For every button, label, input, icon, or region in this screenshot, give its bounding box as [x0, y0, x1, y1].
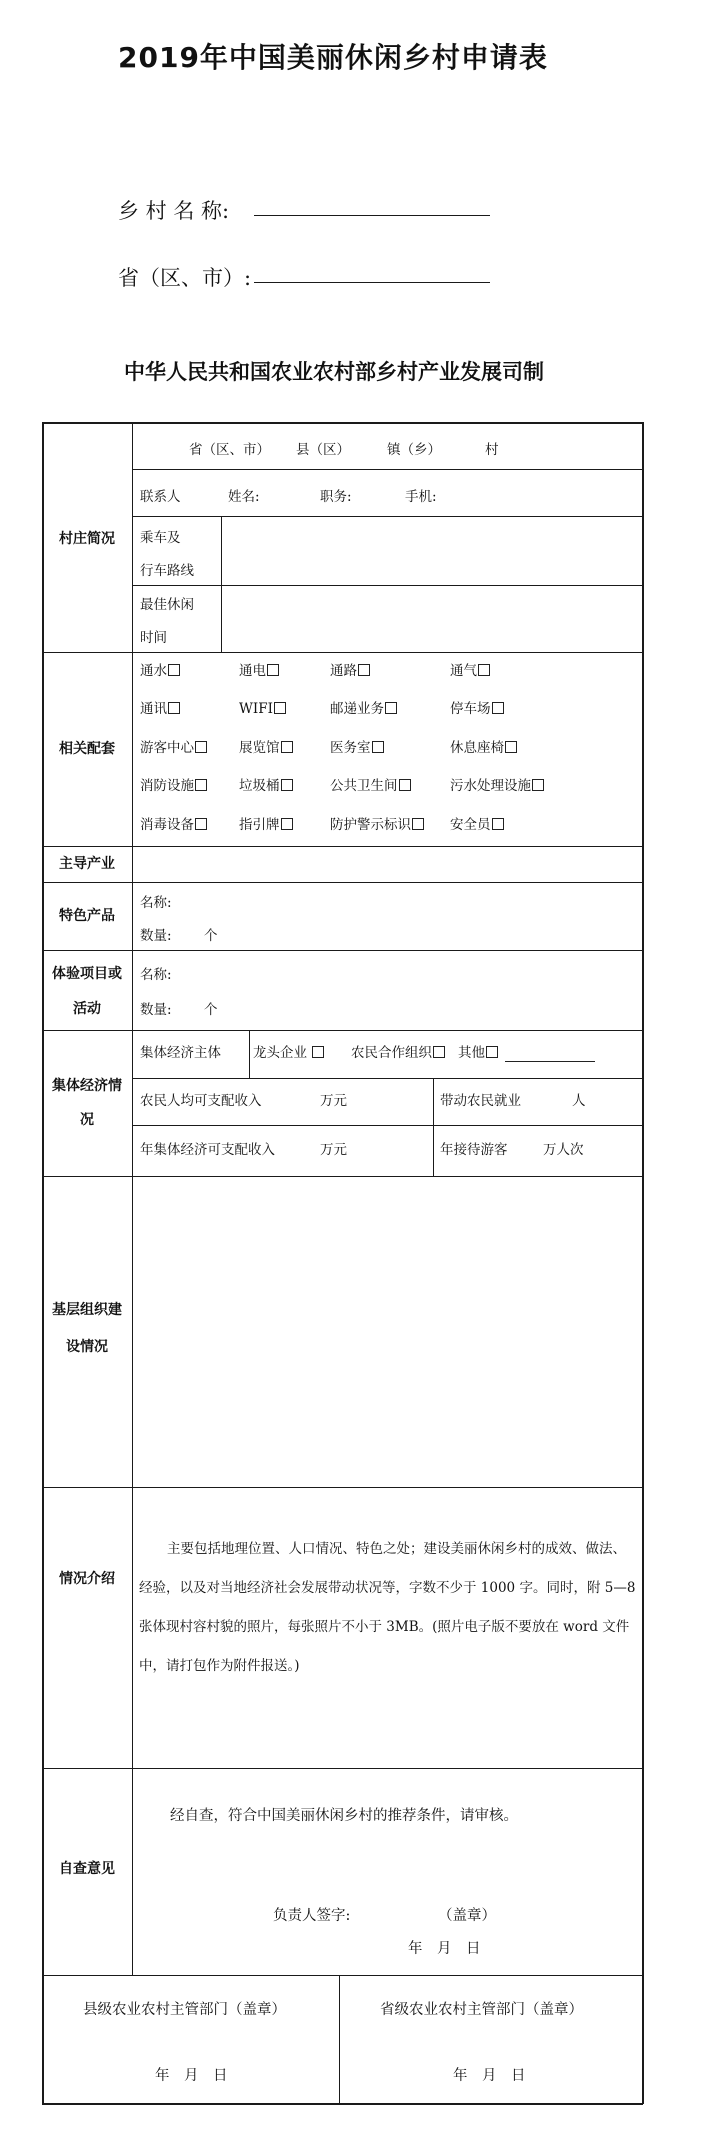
facility-item[interactable]: 游客中心 — [140, 739, 207, 757]
facility-item[interactable]: 通气 — [450, 662, 490, 680]
products-qty-unit: 个 — [204, 928, 218, 944]
facility-item[interactable]: 通路 — [330, 662, 370, 680]
address-town-label: 镇（乡） — [387, 442, 441, 458]
address-county-label: 县（区） — [296, 442, 350, 458]
products-name-label: 名称: — [140, 895, 172, 911]
province-approval-label: 省级农业农村主管部门（盖章） — [380, 2002, 583, 2018]
facility-item[interactable]: 休息座椅 — [450, 739, 517, 757]
checkbox — [195, 818, 207, 830]
employment-label: 带动农民就业 — [440, 1093, 521, 1109]
province-label: 省（区、市）: — [118, 266, 252, 290]
checkbox — [358, 664, 370, 676]
checkbox — [195, 741, 207, 753]
products-header: 特色产品 — [59, 908, 115, 924]
contact-phone-label: 手机: — [405, 489, 437, 505]
employment-unit: 人 — [572, 1093, 586, 1109]
checkbox — [505, 741, 517, 753]
facility-item[interactable]: 停车场 — [450, 700, 504, 718]
checkbox — [532, 779, 544, 791]
route-label-line2: 行车路线 — [140, 563, 194, 579]
village-name-field[interactable] — [254, 215, 490, 216]
experience-qty-label: 数量: — [140, 1002, 172, 1018]
grassroots-field[interactable] — [134, 1178, 641, 1485]
address-province-label: 省（区、市） — [189, 442, 270, 458]
facility-item[interactable]: 通讯 — [140, 700, 180, 718]
industry-header: 主导产业 — [59, 856, 115, 872]
visitors-label: 年接待游客 — [440, 1142, 508, 1158]
option-cooperative[interactable]: 农民合作组织 — [351, 1044, 445, 1062]
checkbox — [281, 741, 293, 753]
checkbox — [486, 1046, 498, 1058]
best-time-label-line1: 最佳休闲 — [140, 597, 194, 613]
collective-income-unit: 万元 — [320, 1142, 347, 1158]
experience-header-line1: 体验项目或 — [52, 966, 122, 982]
issuing-organization: 中华人民共和国农业农村部乡村产业发展司制 — [124, 360, 544, 384]
option-leading-enterprise[interactable]: 龙头企业 — [253, 1044, 324, 1062]
village-name-label: 乡 村 名 称: — [118, 199, 230, 223]
grassroots-header-line2: 设情况 — [66, 1339, 108, 1355]
checkbox — [492, 818, 504, 830]
self-check-header: 自查意见 — [59, 1861, 115, 1877]
intro-header: 情况介绍 — [59, 1571, 115, 1587]
checkbox — [267, 664, 279, 676]
checkbox — [399, 779, 411, 791]
facility-item[interactable]: 消防设施 — [140, 777, 207, 795]
checkbox — [478, 664, 490, 676]
facility-item[interactable]: 安全员 — [450, 816, 504, 834]
experience-header-line2: 活动 — [73, 1001, 101, 1017]
facility-item[interactable]: 展览馆 — [239, 739, 293, 757]
county-approval-label: 县级农业农村主管部门（盖章） — [83, 2002, 286, 2018]
facility-item[interactable]: 通电 — [239, 662, 279, 680]
checkbox — [312, 1046, 324, 1058]
checkbox — [168, 702, 180, 714]
checkbox — [168, 664, 180, 676]
checkbox — [195, 779, 207, 791]
grassroots-header-line1: 基层组织建 — [52, 1302, 122, 1318]
facility-item[interactable]: 通水 — [140, 662, 180, 680]
option-other[interactable]: 其他 — [458, 1044, 498, 1062]
checkbox — [281, 779, 293, 791]
self-check-date: 年 月 日 — [408, 1941, 481, 1957]
contact-name-label: 姓名: — [228, 489, 260, 505]
village-header: 村庄简况 — [59, 531, 115, 547]
contact-position-label: 职务: — [320, 489, 352, 505]
collective-income-label: 年集体经济可支配收入 — [140, 1142, 275, 1158]
income-unit: 万元 — [320, 1093, 347, 1109]
facility-item[interactable]: 防护警示标识 — [330, 816, 424, 834]
facility-item[interactable]: 公共卫生间 — [330, 777, 411, 795]
best-time-field[interactable] — [223, 587, 641, 651]
other-field-line[interactable] — [505, 1061, 595, 1062]
province-approval-date: 年 月 日 — [453, 2068, 526, 2084]
province-field[interactable] — [254, 282, 490, 283]
experience-name-label: 名称: — [140, 967, 172, 983]
self-check-statement: 经自查，符合中国美丽休闲乡村的推荐条件，请审核。 — [170, 1808, 518, 1824]
income-label: 农民人均可支配收入 — [140, 1093, 262, 1109]
facilities-header: 相关配套 — [59, 741, 115, 757]
route-label-line1: 乘车及 — [140, 530, 181, 546]
facility-item[interactable]: 指引牌 — [239, 816, 293, 834]
checkbox — [372, 741, 384, 753]
intro-text: 主要包括地理位置、人口情况、特色之处；建设美丽休闲乡村的成效、做法、经验，以及对当地经济社会发展带动状况等，字数不少于 1000 字。同时，附 5—8 张体现村容村貌的照片，每张照片不小于 3MB。(照片电子版不要放在 word 文件中，请打包作为附件报送。) — [139, 1541, 636, 1674]
facility-item[interactable]: 消毒设备 — [140, 816, 207, 834]
facility-item[interactable]: 污水处理设施 — [450, 777, 544, 795]
checkbox — [492, 702, 504, 714]
facility-item[interactable]: 邮递业务 — [330, 700, 397, 718]
facility-item[interactable]: 垃圾桶 — [239, 777, 293, 795]
page-title: 2019年中国美丽休闲乡村申请表 — [118, 41, 548, 74]
county-approval-date: 年 月 日 — [155, 2068, 228, 2084]
contact-label: 联系人 — [140, 489, 181, 505]
checkbox — [281, 818, 293, 830]
self-check-seal: （盖章） — [438, 1908, 496, 1924]
economy-subject-label: 集体经济主体 — [140, 1045, 221, 1061]
facility-item[interactable]: WIFI — [239, 700, 286, 718]
experience-qty-unit: 个 — [204, 1002, 218, 1018]
checkbox — [274, 702, 286, 714]
visitors-unit: 万人次 — [543, 1142, 584, 1158]
address-village-label: 村 — [485, 442, 499, 458]
checkbox — [385, 702, 397, 714]
economy-header-line1: 集体经济情 — [52, 1078, 122, 1094]
checkbox — [412, 818, 424, 830]
facility-item[interactable]: 医务室 — [330, 739, 384, 757]
signature-label: 负责人签字: — [273, 1908, 351, 1924]
checkbox — [433, 1046, 445, 1058]
products-qty-label: 数量: — [140, 928, 172, 944]
economy-header-line2: 况 — [80, 1112, 94, 1128]
industry-field[interactable] — [134, 848, 641, 881]
best-time-label-line2: 时间 — [140, 630, 167, 646]
route-field[interactable] — [223, 518, 641, 584]
